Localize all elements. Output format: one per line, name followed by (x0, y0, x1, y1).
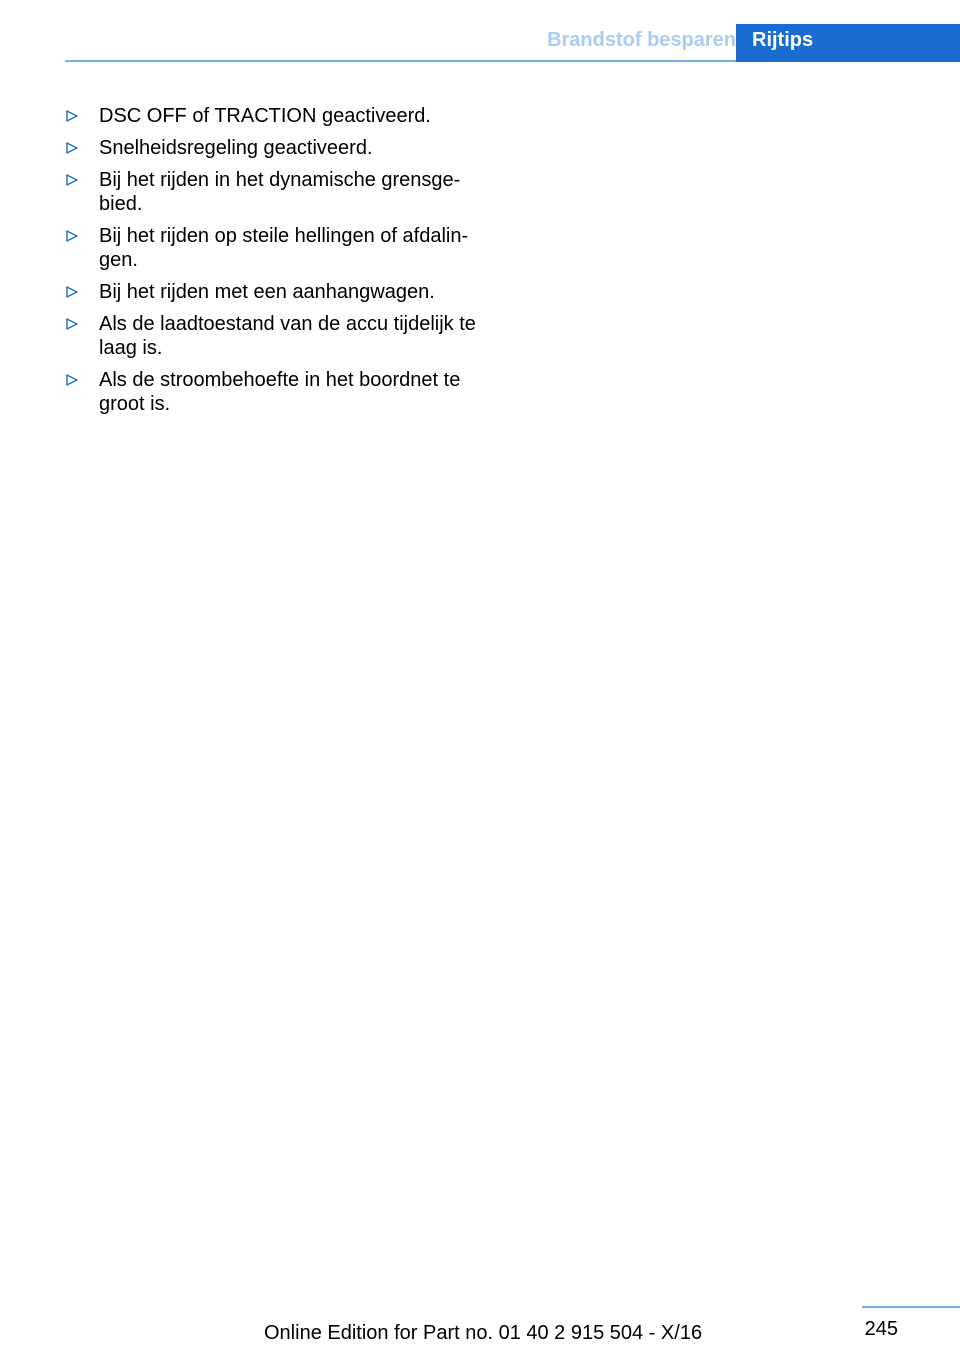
chapter-tab-label: Rijtips (752, 29, 814, 51)
list-item (66, 312, 480, 360)
list-item-text: Als de laadtoestand van de accu tijdelijk te laag is. (99, 313, 476, 359)
list-item (66, 224, 480, 272)
triangle-bullet-icon (66, 136, 80, 160)
triangle-bullet-icon (66, 368, 80, 392)
bullet-list (66, 104, 480, 424)
triangle-bullet-icon (66, 312, 80, 336)
list-item (66, 368, 480, 416)
chapter-tab (736, 24, 960, 62)
list-item (66, 136, 480, 160)
page-number: 245 (864, 1318, 898, 1340)
triangle-bullet-icon (66, 224, 80, 248)
triangle-bullet-icon (66, 168, 80, 192)
list-item-text: Als de stroombehoefte in het boordnet te groot is. (99, 369, 461, 415)
list-item (66, 168, 480, 216)
list-item-text: Snelheidsregeling geactiveerd. (99, 137, 373, 159)
footer-edition-text: Online Edition for Part no. 01 40 2 915 504 - X/16 (264, 1322, 703, 1344)
list-item-text: DSC OFF of TRACTION geactiveerd. (99, 105, 431, 127)
list-item (66, 104, 480, 128)
triangle-bullet-icon (66, 104, 80, 128)
section-title: Brandstof besparen (547, 29, 736, 51)
list-item (66, 280, 480, 304)
triangle-bullet-icon (66, 280, 80, 304)
list-item-text: Bij het rijden met een aanhangwagen. (99, 281, 435, 303)
list-item-text: Bij het rijden in het dynamische grensgebied. (99, 169, 461, 215)
list-item-text: Bij het rijden op steile hellingen of afdalingen. (99, 225, 469, 271)
footer-divider (862, 1306, 960, 1308)
